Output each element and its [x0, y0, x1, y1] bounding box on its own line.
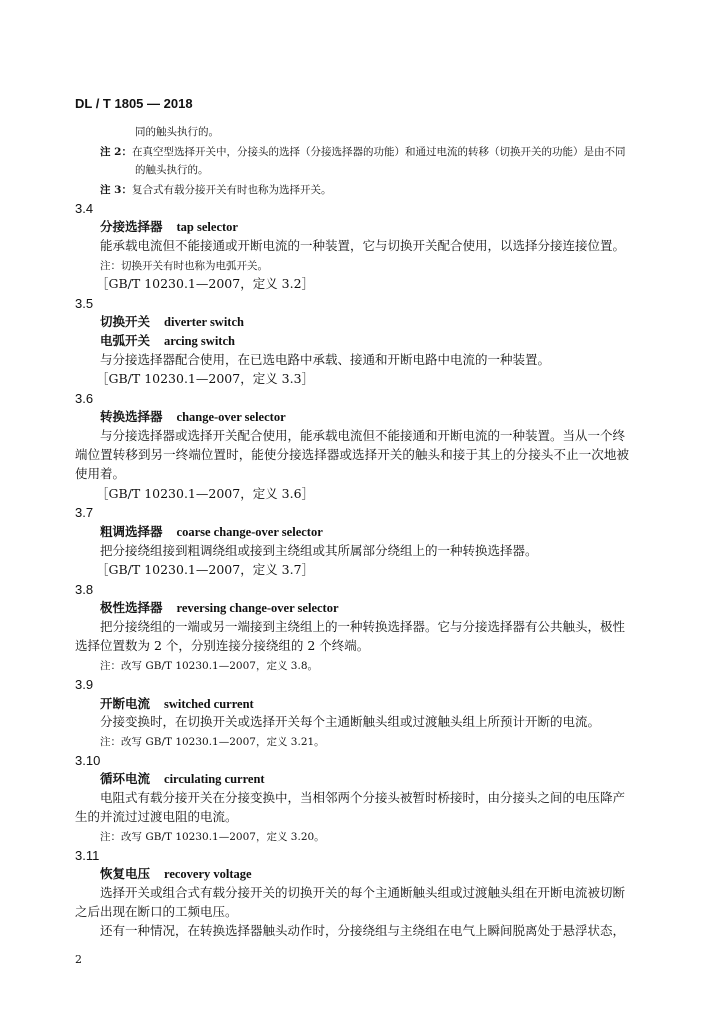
clause-number: 3.11 [75, 848, 100, 863]
note: 注：改写 GB/T 10230.1—2007，定义 3.20。 [100, 831, 325, 843]
note-2-continuation: 的触头执行的。 [135, 164, 209, 176]
term-en: diverter switch [164, 315, 244, 329]
term-en: change-over selector [176, 410, 286, 424]
term-heading [100, 866, 252, 882]
definition-line: 使用着。 [75, 466, 126, 481]
term-en: arcing switch [164, 334, 235, 348]
term-en: circulating current [164, 772, 265, 786]
clause-number: 3.10 [75, 753, 101, 768]
clause-number: 3.8 [75, 582, 94, 597]
definition: 能承载电流但不能接通或开断电流的一种装置，它与切换开关配合使用，以选择分接连接位置。 [100, 238, 626, 253]
note-text: 复合式有载分接开关有时也称为选择开关。 [131, 184, 332, 196]
term-heading [100, 524, 323, 540]
term-zh: 恢复电压 [100, 866, 151, 881]
term-heading [100, 696, 254, 712]
term-zh: 粗调选择器 [100, 524, 163, 539]
term-zh: 电弧开关 [100, 333, 151, 348]
clause-number: 3.5 [75, 296, 94, 311]
clause-number: 3.9 [75, 677, 94, 692]
note-2 [100, 144, 625, 160]
note: 注：改写 GB/T 10230.1—2007，定义 3.21。 [100, 736, 325, 748]
term-en: reversing change-over selector [176, 601, 339, 615]
term-en: coarse change-over selector [176, 525, 323, 539]
note-label: 注 2： [100, 146, 132, 158]
definition: 把分接绕组接到粗调绕组或接到主绕组或其所属部分绕组上的一种转换选择器。 [100, 543, 538, 558]
term-heading [100, 409, 286, 425]
definition-line: 选择开关或组合式有载分接开关的切换开关的每个主通断触头组或过渡触头组在开断电流被切断 [100, 885, 626, 900]
term-en: switched current [164, 697, 254, 711]
definition-line: 端位置转移到另一终端位置时，能使分接选择器或选择开关的触头和接于其上的分接头不止一次地被 [75, 447, 629, 462]
note-3 [100, 182, 331, 198]
reference: ［GB/T 10230.1—2007，定义 3.3］ [96, 371, 315, 386]
term-en: recovery voltage [164, 867, 252, 881]
reference: ［GB/T 10230.1—2007，定义 3.2］ [96, 276, 315, 291]
term-heading [100, 219, 238, 235]
definition-line: 之后出现在断口的工频电压。 [75, 904, 238, 919]
note-text: 在真空型选择开关中，分接头的选择（分接选择器的功能）和通过电流的转移（切换开关的功能）是由不同 [131, 146, 626, 158]
definition-line: 把分接绕组的一端或另一端接到主绕组上的一种转换选择器。它与分接选择器有公共触头，极性 [100, 619, 626, 634]
definition: 与分接选择器配合使用，在已选电路中承载、接通和开断电路中电流的一种装置。 [100, 352, 551, 367]
term-zh: 切换开关 [100, 314, 151, 329]
term-zh: 循环电流 [100, 771, 151, 786]
term-heading [100, 771, 265, 787]
term-zh: 极性选择器 [100, 600, 163, 615]
clause-number: 3.4 [75, 201, 94, 216]
reference: ［GB/T 10230.1—2007，定义 3.6］ [96, 486, 315, 501]
definition-line: 与分接选择器或选择开关配合使用，能承载电流但不能接通和开断电流的一种装置。当从一个终 [100, 428, 626, 443]
term-zh: 开断电流 [100, 696, 151, 711]
definition: 分接变换时，在切换开关或选择开关每个主通断触头组或过渡触头组上所预计开断的电流。 [100, 714, 601, 729]
definition-line: 生的并流过过渡电阻的电流。 [75, 809, 238, 824]
clause-number: 3.7 [75, 505, 94, 520]
definition-line: 还有一种情况，在转换选择器触头动作时，分接绕组与主绕组在电气上瞬间脱离处于悬浮状态， [100, 923, 626, 938]
standard-code-header: DL / T 1805 — 2018 [75, 96, 193, 111]
note: 注：改写 GB/T 10230.1—2007，定义 3.8。 [100, 660, 318, 672]
note-continuation: 同的触头执行的。 [135, 126, 219, 138]
definition-line: 选择位置数为 2 个，分别连接分接绕组的 2 个终端。 [75, 638, 370, 653]
term-zh: 转换选择器 [100, 409, 163, 424]
term-zh: 分接选择器 [100, 219, 163, 234]
definition-line: 电阻式有载分接开关在分接变换中，当相邻两个分接头被暂时桥接时，由分接头之间的电压降产 [100, 790, 626, 805]
clause-number: 3.6 [75, 391, 94, 406]
note-label: 注 3： [100, 184, 132, 196]
page-number: 2 [75, 953, 82, 966]
term-en: tap selector [176, 220, 238, 234]
term-heading [100, 600, 339, 616]
term-heading-synonym [100, 333, 235, 349]
term-heading [100, 314, 244, 330]
note: 注：切换开关有时也称为电弧开关。 [100, 260, 268, 272]
reference: ［GB/T 10230.1—2007，定义 3.7］ [96, 562, 315, 577]
